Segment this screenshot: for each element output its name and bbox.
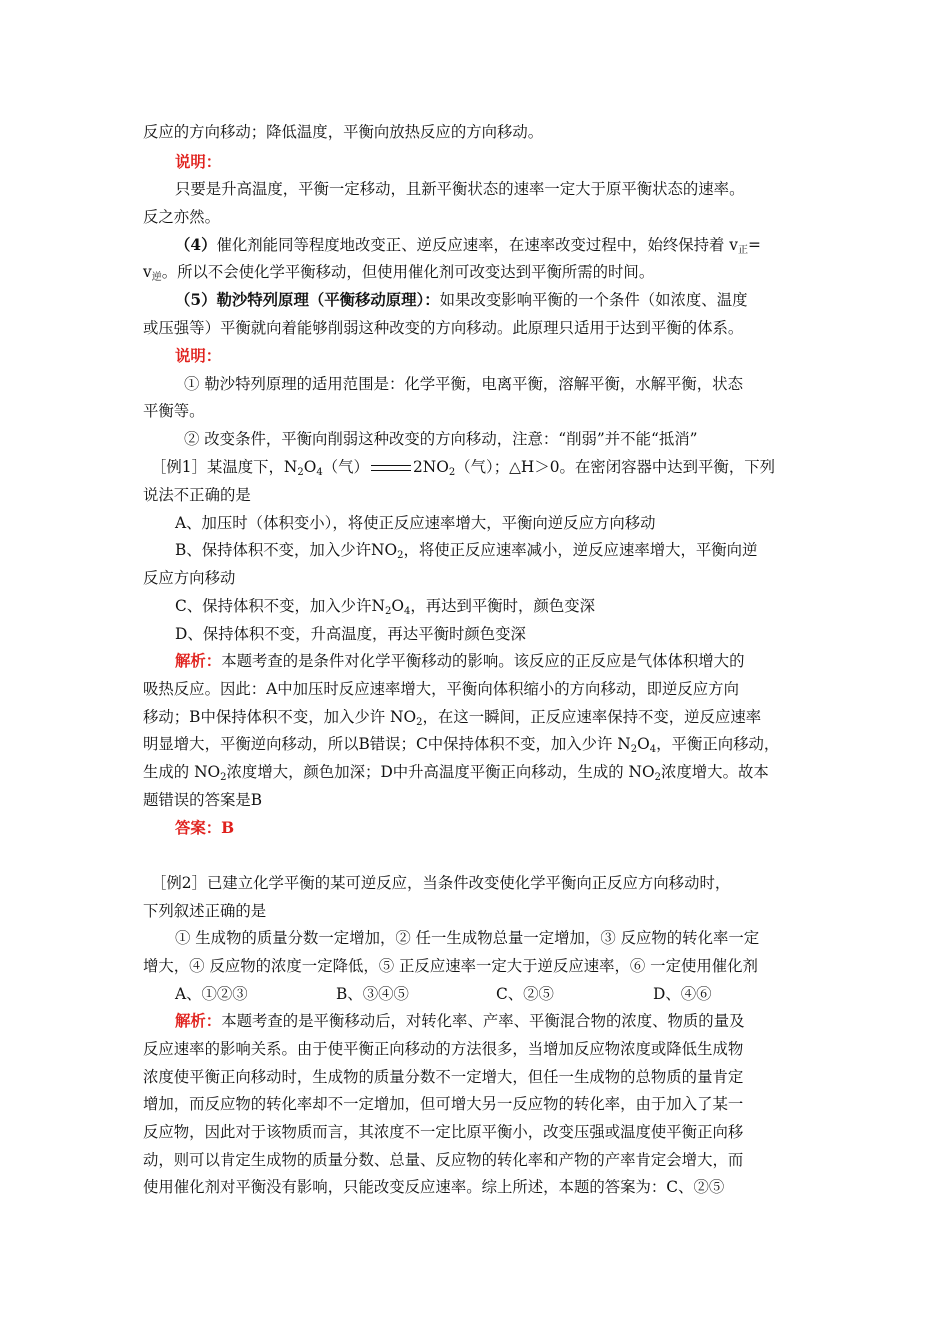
- text-line: [143, 401, 205, 421]
- option-a: [175, 984, 248, 1004]
- text-line: [143, 1177, 724, 1197]
- text-span: 如果改变影响平衡的一个条件（如浓度、温度: [439, 291, 748, 309]
- text-span: 反应方向移动: [143, 569, 236, 587]
- text-span: 。所以不会使化学平衡移动，但使用催化剂可改变达到平衡所需的时间。: [161, 263, 655, 281]
- text-line: [184, 374, 743, 394]
- text-line: [143, 790, 262, 810]
- text-span: （气）: [322, 458, 369, 476]
- text-line: [143, 1067, 743, 1087]
- text-span: O: [637, 735, 650, 753]
- text-span: ② 改变条件，平衡向削弱这种改变的方向移动，注意：“削弱”并不能“抵消”: [184, 430, 698, 448]
- text-span: 浓度增大，颜色加深；D中升高温度平衡正向移动，生成的 NO: [226, 763, 655, 781]
- text-span: B、保持体积不变，加入少许NO: [175, 541, 398, 559]
- text-span: 移动；B中保持体积不变，加入少许 NO: [143, 708, 417, 726]
- subscript: 4: [403, 606, 411, 617]
- text-line: [143, 707, 761, 733]
- subscript: 正: [737, 245, 748, 256]
- text-line: [184, 429, 697, 449]
- text-line: [143, 901, 266, 921]
- example-1-question: [151, 457, 775, 483]
- subscript: 2: [416, 717, 423, 728]
- text-line: [175, 179, 744, 199]
- option-c: [496, 984, 554, 1004]
- subscript: 2: [384, 606, 392, 617]
- text-line: [143, 956, 758, 976]
- text-line: [175, 290, 747, 310]
- text-span: 说明：: [175, 153, 222, 171]
- note-heading: [175, 152, 221, 172]
- text-line: [143, 762, 769, 788]
- text-span: 题错误的答案是B: [143, 791, 263, 809]
- text-line: [143, 1150, 743, 1170]
- text-line: [143, 122, 543, 142]
- text-span: 或压强等）平衡就向着能够削弱这种改变的方向移动。此原理只适用于达到平衡的体系。: [143, 319, 744, 337]
- option-b: [336, 984, 409, 1004]
- text-line: [143, 207, 220, 227]
- text-span: 催化剂能同等程度地改变正、逆反应速率，在速率改变过程中，始终保持着 v: [216, 236, 738, 254]
- subscript: 2: [630, 744, 638, 755]
- text-span: 反应物，因此对于该物质而言，其浓度不一定比原平衡小，改变压强或温度使平衡正向移: [143, 1123, 744, 1141]
- option-d: [175, 624, 526, 644]
- text-span: ，将使正反应速率减小，逆反应速率增大，平衡向逆: [403, 541, 758, 559]
- equilibrium-arrow-icon: [371, 462, 411, 474]
- text-span: 动，则可以肯定生成物的质量分数、总量、反应物的转化率和产物的产率肯定会增大，而: [143, 1151, 744, 1169]
- item-number: （4）: [175, 236, 217, 254]
- text-span: ［例1］某温度下，N: [151, 458, 298, 476]
- example-2-question: [151, 873, 730, 893]
- text-span: 浓度使平衡正向移动时，生成物的质量分数不一定增大，但任一生成物的总物质的量肯定: [143, 1068, 744, 1086]
- text-span: 反之亦然。: [143, 208, 220, 226]
- text-span: 说法不正确的是: [143, 486, 251, 504]
- text-line: [175, 1011, 744, 1031]
- text-span: O: [303, 458, 317, 476]
- text-line: [143, 485, 251, 505]
- text-span: 生成的 NO: [143, 763, 221, 781]
- text-span: 反应的方向移动；降低温度，平衡向放热反应的方向移动。: [143, 123, 544, 141]
- text-span: 本题考查的是条件对化学平衡移动的影响。该反应的正反应是气体体积增大的: [221, 652, 745, 670]
- text-line: [143, 734, 779, 760]
- text-span: 说明：: [175, 347, 222, 365]
- subscript: 2: [297, 467, 304, 478]
- text-span: ① 生成物的质量分数一定增加，② 任一生成物总量一定增加，③ 反应物的转化率一定: [175, 929, 760, 947]
- text-span: 使用催化剂对平衡没有影响，只能改变反应速率。综上所述，本题的答案为：C、②⑤: [143, 1178, 725, 1196]
- text-span: D、保持体积不变，升高温度，再达平衡时颜色变深: [175, 625, 526, 643]
- subscript: 2: [448, 467, 456, 478]
- text-span: 下列叙述正确的是: [143, 902, 267, 920]
- option-c: [175, 596, 595, 622]
- text-span: 本题考查的是平衡移动后，对转化率、产率、平衡混合物的浓度、物质的量及: [221, 1012, 745, 1030]
- text-line: [143, 568, 235, 588]
- text-line: [175, 928, 759, 948]
- text-span: B、③④⑤: [336, 985, 409, 1003]
- text-span: ，在这一瞬间，正反应速率保持不变，逆反应速率: [422, 708, 762, 726]
- text-span: 平衡等。: [143, 402, 205, 420]
- subscript: 2: [397, 550, 404, 561]
- text-span: =: [747, 236, 761, 254]
- text-line: [143, 1094, 743, 1114]
- text-span: D、④⑥: [653, 985, 712, 1003]
- text-line: [143, 318, 743, 338]
- text-span: ，平衡正向移动，: [656, 735, 780, 753]
- text-span: C、保持体积不变，加入少许N: [175, 597, 385, 615]
- option-d: [653, 984, 712, 1004]
- text-span: 浓度增大。故本: [661, 763, 769, 781]
- text-line: [175, 651, 744, 671]
- text-line: [175, 235, 761, 261]
- text-line: [143, 1039, 743, 1059]
- answer-label: [175, 818, 234, 838]
- text-line: [143, 262, 654, 288]
- analysis-label: 解析：: [175, 1012, 222, 1030]
- principle-title: （5）勒沙特列原理（平衡移动原理）：: [175, 291, 440, 309]
- subscript: 逆: [151, 272, 162, 283]
- subscript: 4: [649, 744, 657, 755]
- text-span: A、①②③: [175, 985, 248, 1003]
- subscript: 2: [654, 772, 661, 783]
- text-span: （气）；△H＞0。在密闭容器中达到平衡，下列: [455, 458, 775, 476]
- option-a: [175, 513, 656, 533]
- text-span: 吸热反应。因此：A中加压时反应速率增大，平衡向体积缩小的方向移动，即逆反应方向: [143, 680, 739, 698]
- analysis-label: 解析：: [175, 652, 222, 670]
- subscript: 2: [220, 772, 227, 783]
- note-heading: [175, 346, 221, 366]
- text-span: 答案：B: [175, 819, 235, 837]
- text-span: ［例2］已建立化学平衡的某可逆反应，当条件改变使化学平衡向正反应方向移动时，: [151, 874, 731, 892]
- text-line: [143, 679, 739, 699]
- option-b: [175, 540, 757, 566]
- text-span: 明显增大，平衡逆向移动，所以B错误；C中保持体积不变，加入少许 N: [143, 735, 631, 753]
- text-line: [143, 1122, 743, 1142]
- text-span: v: [143, 263, 152, 281]
- text-span: 增大，④ 反应物的浓度一定降低，⑤ 正反应速率一定大于逆反应速率，⑥ 一定使用催化剂: [143, 957, 758, 975]
- text-span: ，再达到平衡时，颜色变深: [410, 597, 596, 615]
- text-span: O: [391, 597, 404, 615]
- text-span: A、加压时（体积变小），将使正反应速率增大，平衡向逆反应方向移动: [175, 514, 656, 532]
- text-span: 反应速率的影响关系。由于使平衡正向移动的方法很多，当增加反应物浓度或降低生成物: [143, 1040, 744, 1058]
- text-span: C、②⑤: [496, 985, 554, 1003]
- text-span: 2NO: [412, 458, 449, 476]
- text-span: 增加，而反应物的转化率却不一定增加，但可增大另一反应物的转化率，由于加入了某一: [143, 1095, 744, 1113]
- text-span: ① 勒沙特列原理的适用范围是：化学平衡，电离平衡，溶解平衡，水解平衡，状态: [184, 375, 743, 393]
- subscript: 4: [316, 467, 323, 478]
- text-span: 只要是升高温度，平衡一定移动，且新平衡状态的速率一定大于原平衡状态的速率。: [175, 180, 745, 198]
